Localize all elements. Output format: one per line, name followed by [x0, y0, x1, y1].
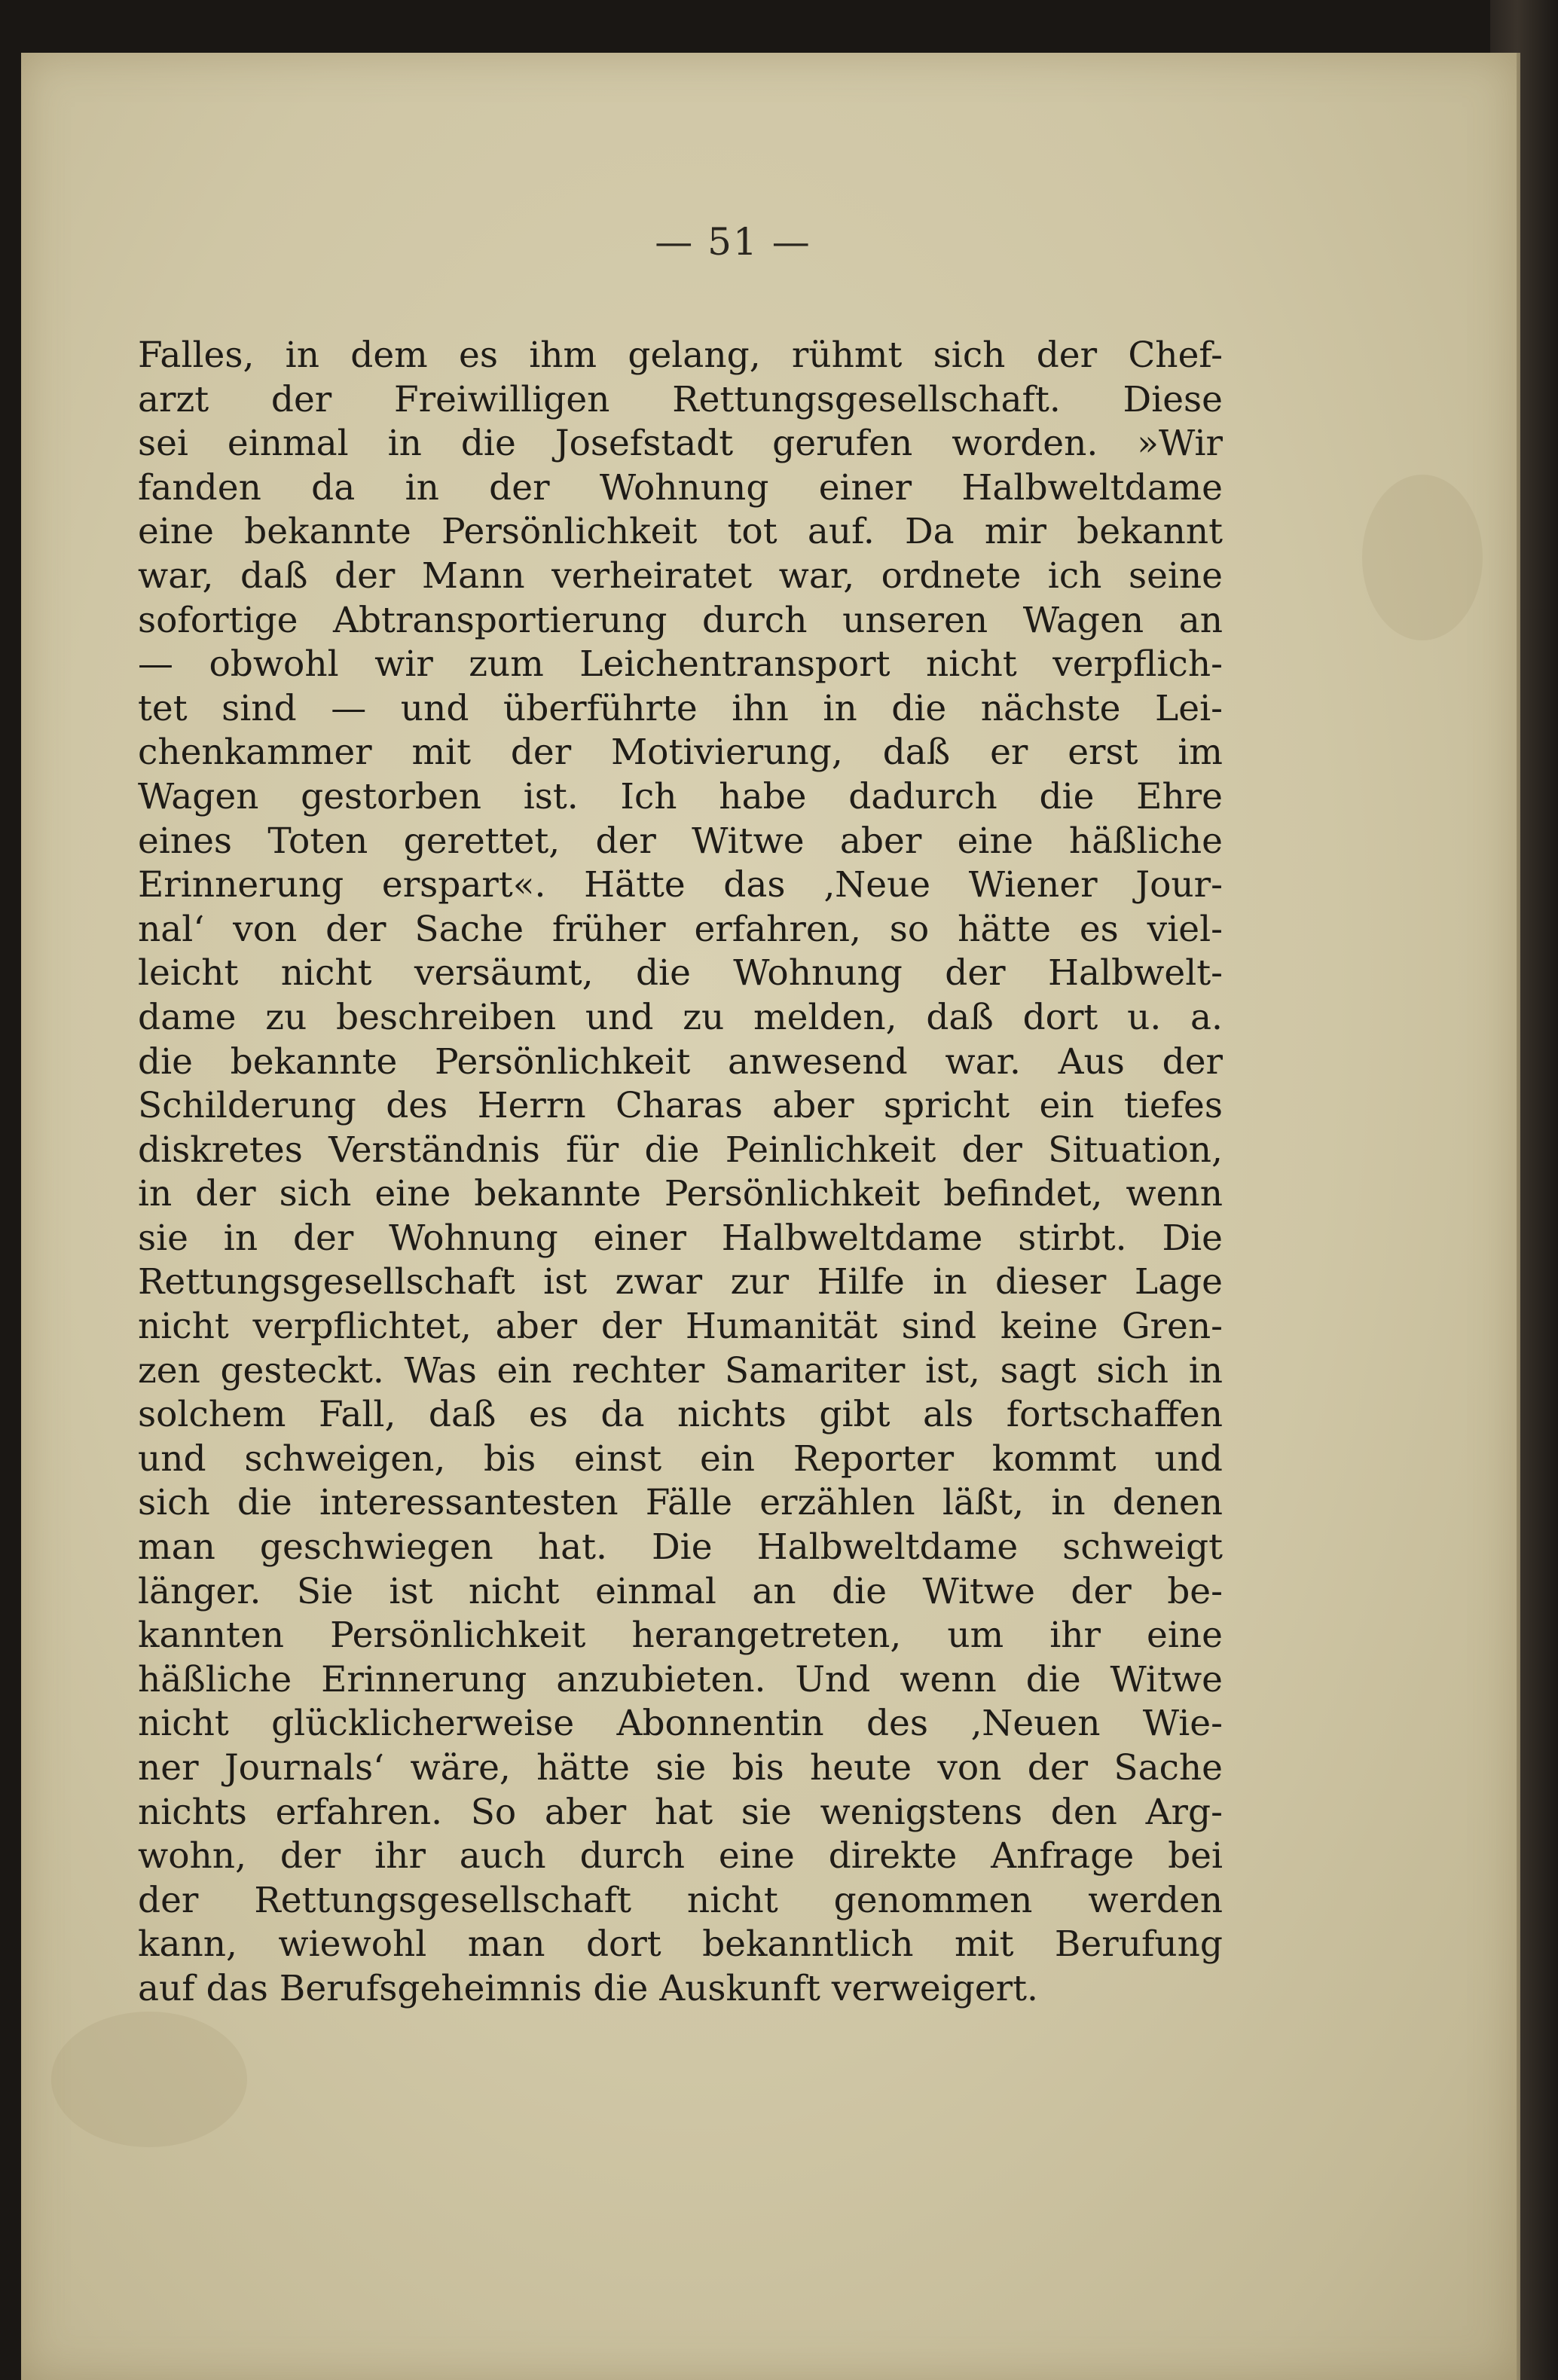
- text-line: dame zu beschreiben und zu melden, daß dort u. a.: [138, 996, 1223, 1038]
- text-line: Rettungsgesellschaft ist zwar zur Hilfe in dieser Lage: [138, 1261, 1223, 1303]
- text-line: nal‘ von der Sache früher erfahren, so hätte es viel-: [138, 908, 1223, 950]
- text-line: kannten Persönlichkeit herangetreten, um ihr eine: [138, 1615, 1223, 1657]
- text-line: zen gesteckt. Was ein rechter Samariter ist, sagt sich in: [138, 1349, 1223, 1392]
- page-number: — 51 —: [655, 220, 811, 264]
- text-line: leicht nicht versäumt, die Wohnung der Halbwelt-: [138, 952, 1223, 994]
- text-line: häßliche Erinnerung anzubieten. Und wenn die Witwe: [138, 1658, 1223, 1700]
- text-line: wohn, der ihr auch durch eine direkte Anfrage bei: [138, 1835, 1223, 1877]
- text-line: eine bekannte Persönlichkeit tot auf. Da mir bekannt: [138, 511, 1223, 553]
- text-line: in der sich eine bekannte Persönlichkeit befindet, wenn: [138, 1173, 1223, 1215]
- text-line: chenkammer mit der Motivierung, daß er erst im: [138, 732, 1223, 774]
- text-line: arzt der Freiwilligen Rettungsgesellschaft. Diese: [138, 378, 1223, 420]
- text-line: nicht verpflichtet, aber der Humanität sind keine Gren-: [138, 1306, 1223, 1348]
- text-line: man geschwiegen hat. Die Halbweltdame schweigt: [138, 1526, 1223, 1569]
- text-line: auf das Berufsgeheimnis die Auskunft verweigert.: [138, 1967, 1038, 2009]
- text-line: nicht glücklicherweise Abonnentin des ‚Neuen Wie-: [138, 1703, 1223, 1745]
- text-line: Wagen gestorben ist. Ich habe dadurch die Ehre: [138, 775, 1223, 817]
- text-line: Schilderung des Herrn Charas aber spricht ein tiefes: [138, 1085, 1223, 1127]
- book-page: [21, 53, 1517, 2380]
- text-line: ner Journals‘ wäre, hätte sie bis heute von der Sache: [138, 1747, 1223, 1789]
- text-line: und schweigen, bis einst ein Reporter kommt und: [138, 1437, 1223, 1480]
- paper-stain: [1362, 475, 1483, 640]
- text-line: tet sind — und überführte ihn in die nächste Lei-: [138, 687, 1223, 729]
- text-line: sofortige Abtransportierung durch unseren Wagen an: [138, 599, 1223, 641]
- text-line: Falles, in dem es ihm gelang, rühmt sich der Chef-: [138, 335, 1223, 376]
- text-line: diskretes Verständnis für die Peinlichkeit der Situation,: [138, 1129, 1223, 1171]
- text-line: nichts erfahren. So aber hat sie wenigstens den Arg-: [138, 1791, 1223, 1833]
- text-line: — obwohl wir zum Leichentransport nicht verpflich-: [138, 643, 1223, 686]
- text-line: solchem Fall, daß es da nichts gibt als fortschaffen: [138, 1394, 1223, 1436]
- text-line: sie in der Wohnung einer Halbweltdame stirbt. Die: [138, 1217, 1223, 1259]
- text-line: war, daß der Mann verheiratet war, ordnete ich seine: [138, 555, 1223, 597]
- text-line: Erinnerung erspart«. Hätte das ‚Neue Wiener Jour-: [138, 864, 1223, 906]
- text-line: eines Toten gerettet, der Witwe aber eine häßliche: [138, 820, 1223, 862]
- text-line: kann, wiewohl man dort bekanntlich mit Berufung: [138, 1923, 1223, 1966]
- text-line: sei einmal in die Josefstadt gerufen worden. »Wir: [138, 423, 1223, 465]
- text-line: die bekannte Persönlichkeit anwesend war. Aus der: [138, 1040, 1223, 1083]
- text-line: länger. Sie ist nicht einmal an die Witwe der be-: [138, 1570, 1223, 1612]
- text-line: sich die interessantesten Fälle erzählen läßt, in denen: [138, 1482, 1223, 1524]
- text-line: der Rettungsgesellschaft nicht genommen werden: [138, 1879, 1223, 1921]
- text-line: fanden da in der Wohnung einer Halbweltdame: [138, 466, 1223, 509]
- body-text: [138, 334, 1223, 2012]
- paper-stain: [51, 2012, 247, 2147]
